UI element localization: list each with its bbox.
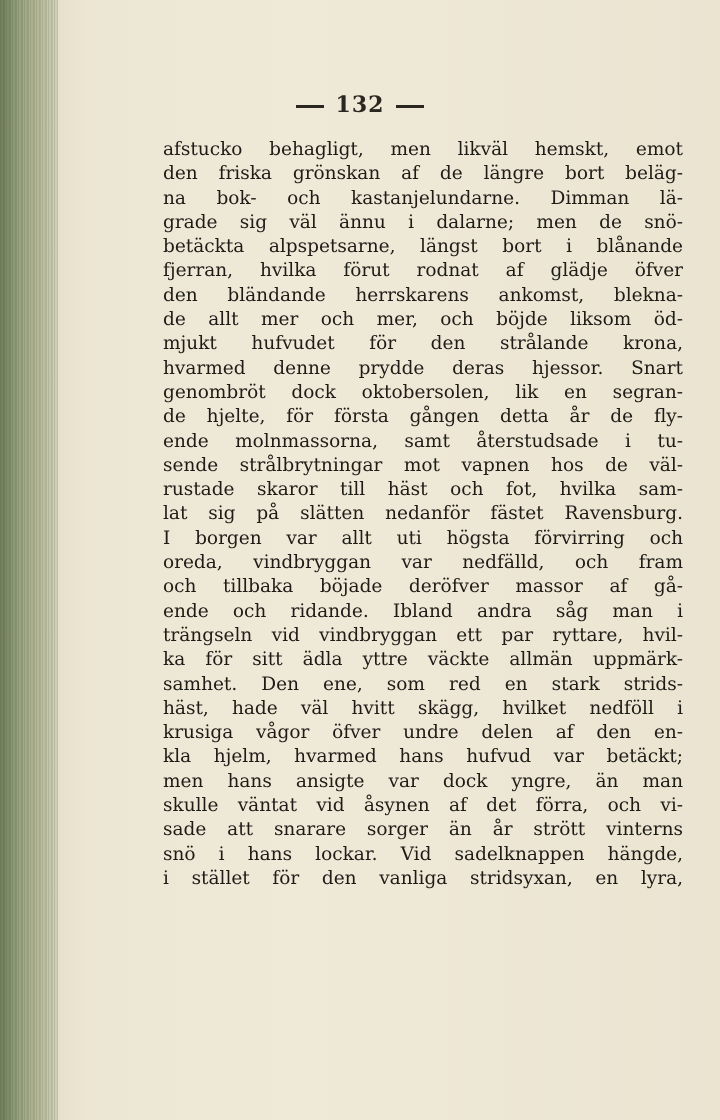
text-line: hvarmed denne prydde deras hjessor. Snart [163, 357, 683, 379]
text-line: afstucko behagligt, men likväl hemskt, emot [163, 139, 683, 160]
text-line: ka för sitt ädla yttre väckte allmän uppmärk- [163, 649, 683, 671]
text-line: skulle väntat vid åsynen af det förra, och vi- [163, 795, 683, 817]
text-line: oreda, vindbryggan var nedfälld, och fram [163, 552, 683, 574]
page-header [0, 92, 720, 118]
text-line: fjerran, hvilka förut rodnat af glädje öfver [163, 260, 683, 282]
text-line: grade sig väl ännu i dalarne; men de snö- [163, 211, 683, 233]
header-dash-left [296, 105, 324, 108]
text-line: sade att snarare sorger än år strött vinterns [163, 819, 683, 841]
text-line: den friska grönskan af de längre bort beläg- [163, 163, 683, 185]
text-line: lat sig på slätten nedanför fästet Ravensburg. [163, 503, 683, 525]
text-line: ende molnmassorna, samt återstudsade i tu- [163, 430, 683, 452]
text-line: snö i hans lockar. Vid sadelknappen hängde, [163, 843, 683, 865]
text-line: kla hjelm, hvarmed hans hufvud var betäckt; [163, 746, 683, 768]
text-line: men hans ansigte var dock yngre, än man [163, 770, 683, 792]
text-line: mjukt hufvudet för den strålande krona, [163, 333, 683, 355]
text-line: samhet. Den ene, som red en stark strids- [163, 673, 683, 695]
text-line: sende strålbrytningar mot vapnen hos de väl- [163, 454, 683, 476]
text-line: genombröt dock oktobersolen, lik en segran- [163, 381, 683, 403]
text-line: betäckta alpspetsarne, längst bort i blånande [163, 236, 683, 258]
text-line: trängseln vid vindbryggan ett par ryttare, hvil- [163, 624, 683, 646]
book-spine-edge [0, 0, 58, 1120]
text-line: och tillbaka böjade deröfver massor af gå- [163, 576, 683, 598]
text-line: de hjelte, för första gången detta år de fly- [163, 406, 683, 428]
text-line: den bländande herrskarens ankomst, blekna- [163, 284, 683, 306]
text-line: I borgen var allt uti högsta förvirring och [163, 527, 683, 549]
text-line: krusiga vågor öfver undre delen af den en- [163, 722, 683, 744]
page-number: 132 [335, 92, 385, 118]
text-line: ende och ridande. Ibland andra såg man i [163, 600, 683, 622]
text-line: rustade skaror till häst och fot, hvilka sam- [163, 479, 683, 501]
text-line: i stället för den vanliga stridsyxan, en lyra, [163, 867, 683, 889]
text-line: na bok- och kastanjelundarne. Dimman lä- [163, 187, 683, 209]
header-dash-right [396, 105, 424, 108]
body-text [163, 138, 683, 891]
text-line: häst, hade väl hvitt skägg, hvilket nedföll i [163, 697, 683, 719]
text-line: de allt mer och mer, och böjde liksom öd- [163, 309, 683, 331]
